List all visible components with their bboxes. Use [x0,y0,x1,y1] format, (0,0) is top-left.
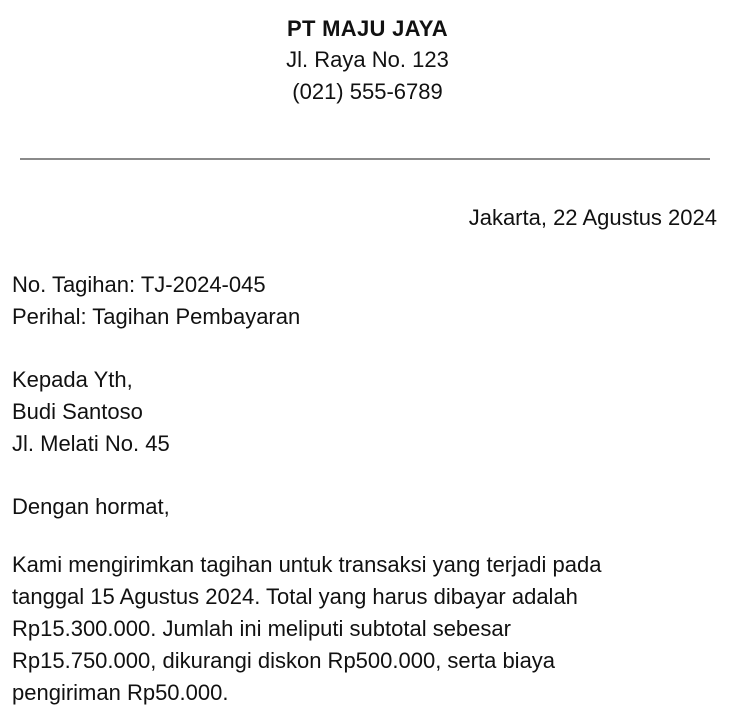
recipient-name: Budi Santoso [12,399,143,424]
body-line: tanggal 15 Agustus 2024. Total yang harus dibayar adalah [12,584,578,609]
letterhead [0,14,735,108]
company-phone: (021) 555-6789 [292,79,443,104]
invoice-number: No. Tagihan: TJ-2024-045 [12,272,266,297]
letterhead-divider [20,158,710,160]
greeting: Dengan hormat, [12,494,170,519]
body-line: Rp15.750.000, dikurangi diskon Rp500.000, serta biaya [12,648,556,673]
letter-date: Jakarta, 22 Agustus 2024 [468,205,717,230]
body-paragraph [12,549,601,709]
letter-meta [12,269,300,333]
recipient-block [12,364,170,460]
company-address: Jl. Raya No. 123 [286,47,449,72]
body-line: Rp15.300.000. Jumlah ini meliputi subtotal sebesar [12,616,511,641]
body-line: pengiriman Rp50.000. [12,680,229,705]
recipient-salutation: Kepada Yth, [12,367,133,392]
body-line: Kami mengirimkan tagihan untuk transaksi yang terjadi pada [12,552,602,577]
recipient-address: Jl. Melati No. 45 [12,431,170,456]
letter-subject: Perihal: Tagihan Pembayaran [12,304,301,329]
company-name: PT MAJU JAYA [287,16,448,41]
